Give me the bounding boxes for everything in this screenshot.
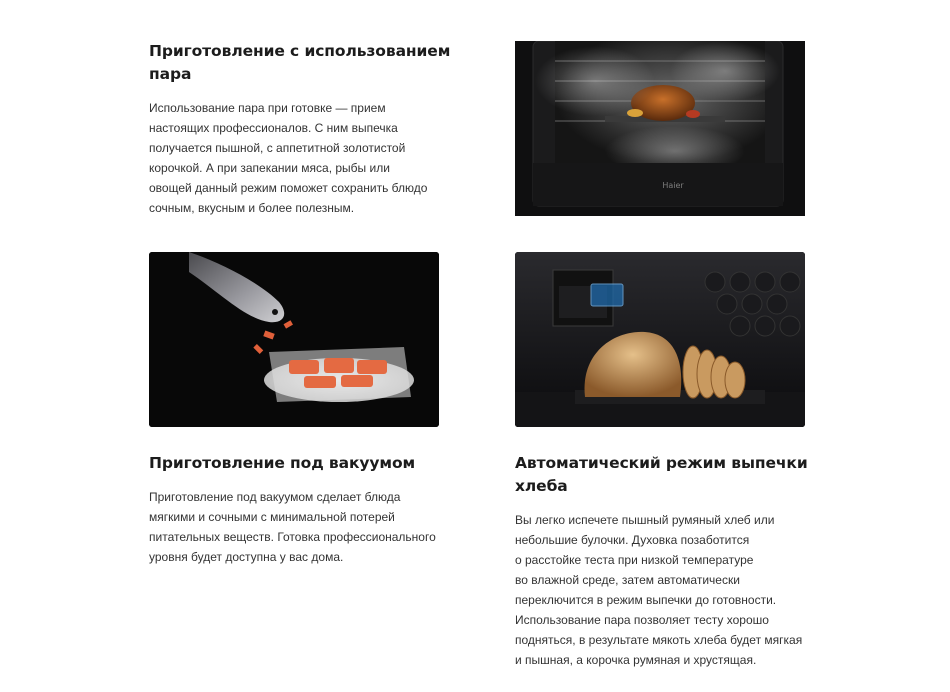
text-line: настоящих профессионалов. С ним выпечка — [149, 121, 398, 135]
text-line: мягкими и сочными с минимальной потерей — [149, 510, 395, 524]
text-line: переключится в режим выпечки до готовности. — [515, 593, 777, 607]
bread-image — [515, 252, 805, 427]
text-line: Приготовление под вакуумом сделает блюда — [149, 490, 401, 504]
text-line: корочкой. А при запекании мяса, рыбы или — [149, 161, 390, 175]
text-line: во влажной среде, затем автоматически — [515, 573, 740, 587]
text-line: подняться, в результате мякоть хлеба будет мягкая — [515, 633, 803, 647]
text-line: питательных веществ. Готовка профессионального — [149, 530, 436, 544]
bread-photo — [515, 252, 805, 427]
steam-section-title — [149, 40, 449, 86]
bread-section-text — [515, 510, 815, 670]
oven-chicken-photo — [515, 41, 805, 216]
salmon-vacuum-image — [149, 252, 439, 427]
oven-brand-label: Haier — [662, 181, 684, 190]
bread-title-line: Автоматический режим выпечки — [515, 454, 808, 472]
text-line: получается пышной, с аппетитной золотистой — [149, 141, 406, 155]
text-line: сочным, вкусным и более полезным. — [149, 201, 355, 215]
text-line: Использование пара позволяет тесту хорошо — [515, 613, 769, 627]
text-line: небольшие булочки. Духовка позаботится — [515, 533, 750, 547]
text-line: овощей данный режим поможет сохранить блюдо — [149, 181, 428, 195]
text-line: уровня будет доступна у вас дома. — [149, 550, 344, 564]
vacuum-section-text — [149, 487, 449, 567]
steam-title-line: пара — [149, 65, 192, 83]
bread-section — [515, 452, 815, 670]
text-line: Использование пара при готовке — прием — [149, 101, 386, 115]
oven-chicken-image — [515, 41, 805, 216]
steam-section-text — [149, 98, 449, 218]
bread-title-line: хлеба — [515, 477, 568, 495]
steam-title-line: Приготовление с использованием — [149, 42, 451, 60]
text-line: о расстойке теста при низкой температуре — [515, 553, 754, 567]
text-line: Вы легко испечете пышный румяный хлеб или — [515, 513, 775, 527]
vacuum-section-title — [149, 452, 449, 475]
salmon-vacuum-photo — [149, 252, 439, 427]
bread-section-title — [515, 452, 815, 498]
vacuum-title-line: Приготовление под вакуумом — [149, 454, 416, 472]
steam-section — [149, 40, 449, 218]
text-line: и пышная, а корочка румяная и хрустящая. — [515, 653, 757, 667]
vacuum-section — [149, 452, 449, 567]
